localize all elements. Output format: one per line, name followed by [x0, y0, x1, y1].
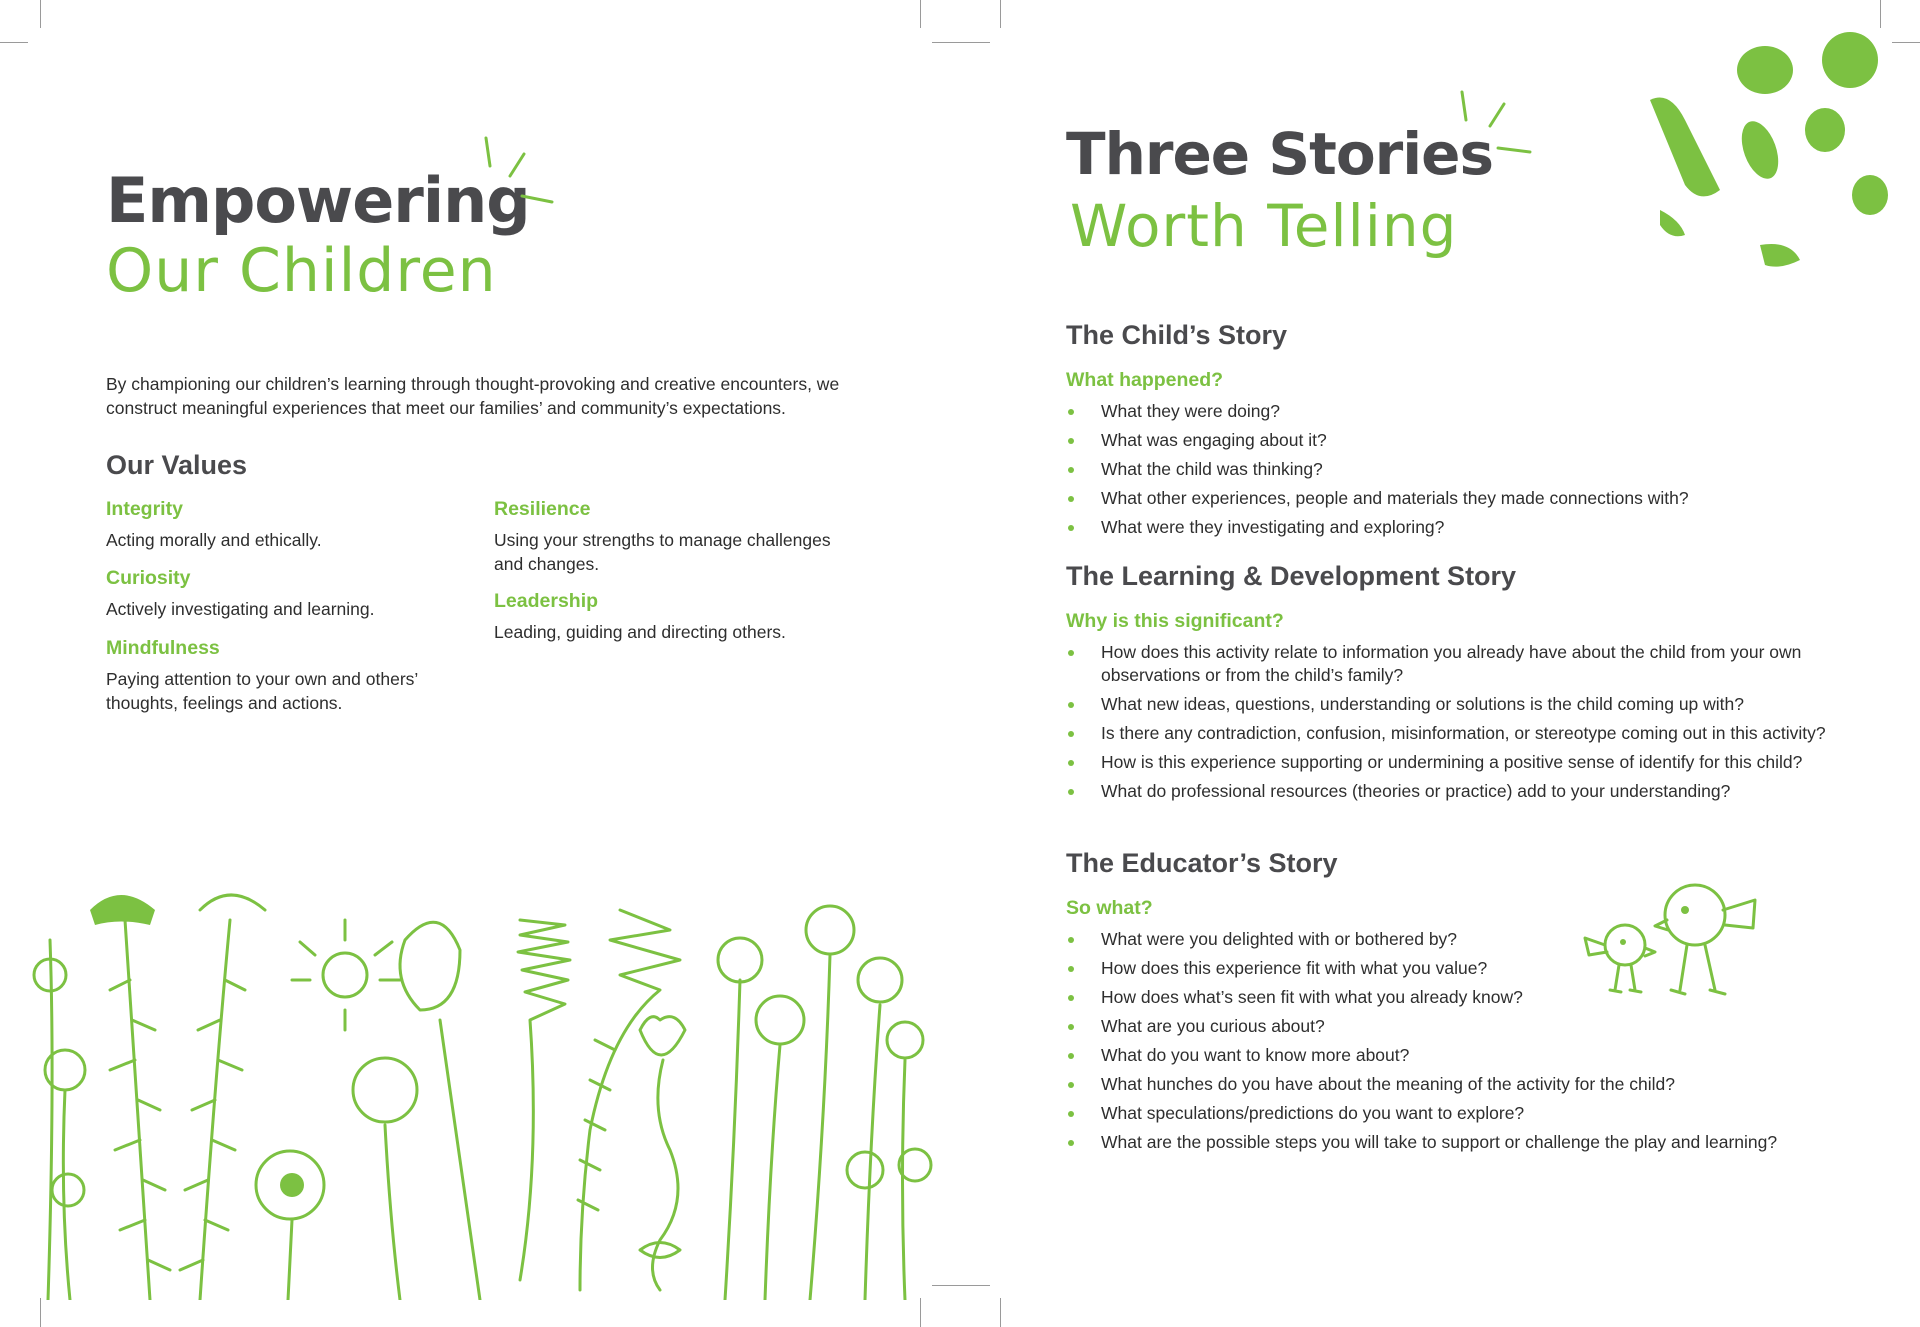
story-heading: The Child’s Story	[1066, 320, 1288, 350]
intro-paragraph: By championing our children’s learning through thought-provoking and creative encounters, we construct meaningful experiences that meet our families’ and community’s expectations.	[106, 374, 840, 418]
value-name: Curiosity	[106, 567, 191, 589]
value-description: Leading, guiding and directing others.	[494, 622, 786, 642]
value-mindfulness	[106, 637, 436, 715]
value-description: Actively investigating and learning.	[106, 599, 375, 619]
value-description: Paying attention to your own and others’ thoughts, feelings and actions.	[106, 669, 418, 713]
flower-drawings	[20, 880, 940, 1300]
value-description: Using your strengths to manage challenges and changes.	[494, 530, 831, 574]
story-subheading: Why is this significant?	[1066, 610, 1284, 632]
story-child	[1066, 320, 1826, 545]
value-resilience	[494, 498, 854, 576]
list-item: How does this experience fit with what you value?	[1066, 957, 1826, 980]
page-title: Empowering	[106, 164, 530, 237]
list-item: What other experiences, people and materials they made connections with?	[1066, 487, 1826, 510]
story-heading: The Learning & Development Story	[1066, 561, 1517, 591]
value-name: Mindfulness	[106, 637, 220, 659]
story-list	[1066, 641, 1826, 803]
list-item: What do professional resources (theories or practice) add to your understanding?	[1066, 780, 1826, 803]
list-item: How is this experience supporting or undermining a positive sense of identify for this child?	[1066, 751, 1826, 774]
story-subheading: So what?	[1066, 897, 1153, 919]
values-heading: Our Values	[106, 450, 248, 480]
list-item: What new ideas, questions, understanding or solutions is the child coming up with?	[1066, 693, 1826, 716]
value-leadership	[494, 590, 864, 644]
value-name: Leadership	[494, 590, 599, 612]
story-list	[1066, 400, 1826, 539]
list-item: What are you curious about?	[1066, 1015, 1826, 1038]
page-title: Three Stories	[1066, 120, 1494, 188]
story-subheading: What happened?	[1066, 369, 1224, 391]
list-item: What they were doing?	[1066, 400, 1826, 423]
list-item: What the child was thinking?	[1066, 458, 1826, 481]
list-item: What were you delighted with or bothered by?	[1066, 928, 1826, 951]
list-item: What speculations/predictions do you want to explore?	[1066, 1102, 1826, 1125]
list-item: How does what’s seen fit with what you already know?	[1066, 986, 1826, 1009]
sparkle-icon	[1452, 86, 1542, 166]
page-subtitle-handwritten: Worth Telling	[1070, 192, 1458, 260]
list-item: Is there any contradiction, confusion, misinformation, or stereotype coming out in this activity?	[1066, 722, 1826, 745]
list-item: What do you want to know more about?	[1066, 1044, 1826, 1067]
story-learning-development	[1066, 561, 1826, 809]
value-name: Integrity	[106, 498, 183, 520]
right-page	[1000, 0, 1920, 1327]
value-curiosity	[106, 567, 476, 621]
story-heading: The Educator’s Story	[1066, 848, 1338, 878]
list-item: What was engaging about it?	[1066, 429, 1826, 452]
scribble-decoration	[1640, 20, 1920, 280]
value-integrity	[106, 498, 476, 552]
list-item: What are the possible steps you will take to support or challenge the play and learning?	[1066, 1131, 1826, 1154]
list-item: What were they investigating and exploring?	[1066, 516, 1826, 539]
list-item: What hunches do you have about the meaning of the activity for the child?	[1066, 1073, 1826, 1096]
value-description: Acting morally and ethically.	[106, 530, 322, 550]
value-name: Resilience	[494, 498, 591, 520]
page-subtitle-handwritten: Our Children	[106, 236, 497, 306]
sparkle-icon	[476, 132, 566, 212]
bird-drawings	[1575, 870, 1785, 1010]
list-item: How does this activity relate to information you already have about the child from your own observations or from the child’s family?	[1066, 641, 1826, 687]
